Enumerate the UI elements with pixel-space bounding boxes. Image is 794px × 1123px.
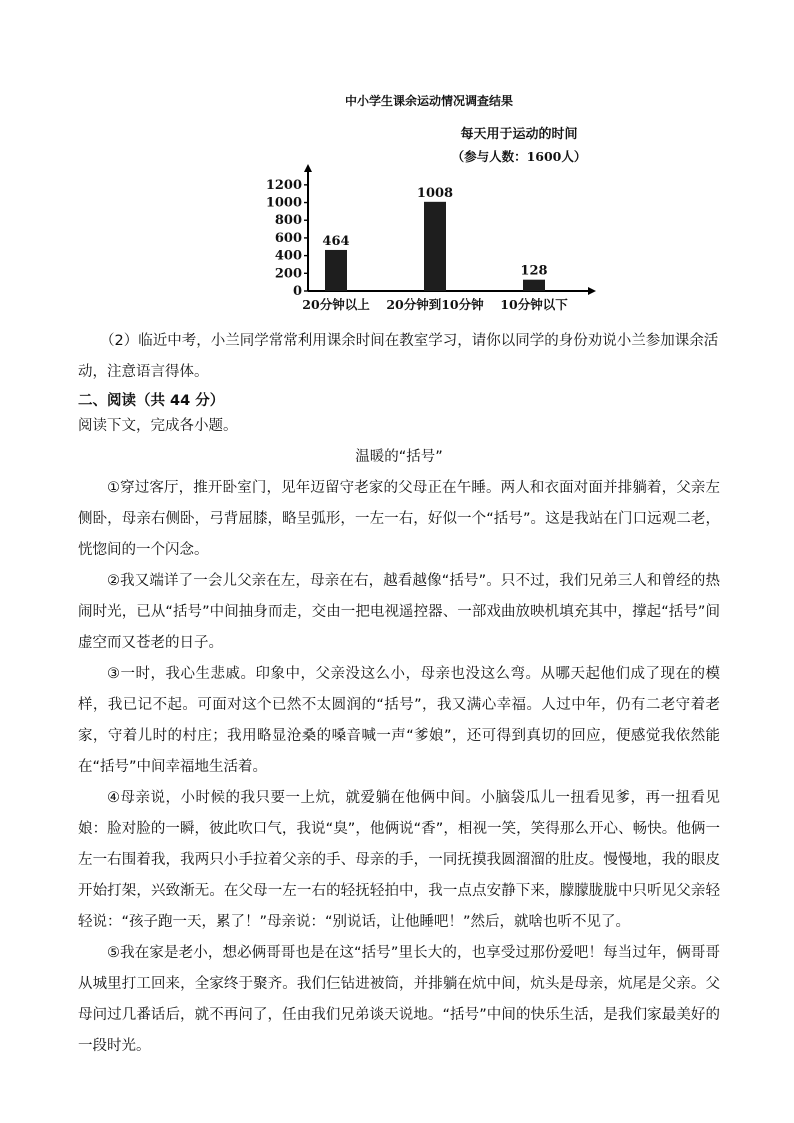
bar-chart-canvas [262, 84, 600, 316]
question-2-line2: 动，注意语言得体。 [78, 364, 209, 380]
y-axis-arrow [304, 164, 312, 172]
bar-value-label: 128 [520, 263, 548, 279]
article-paragraph-2: ②我又端详了一会儿父亲在左，母亲在右，越看越像“括号”。只不过，我们兄弟三人和曾经的热闹时光，已从“括号”中间抽身而走，交由一把电视遥控器、一部戏曲放映机填充其中，撑起“括号”间虚空而又苍老的日子。 [78, 573, 720, 651]
article-paragraph-4: ④母亲说，小时候的我只要一上炕，就爱躺在他俩中间。小脑袋瓜儿一扭看见爹，再一扭看见娘：脸对脸的一瞬，彼此吹口气，我说“臭”，他俩说“香”，相视一笑，笑得那么开心、畅快。他俩一左一右围着我，我两只小手拉着父亲的手、母亲的手，一同抚摸我圆溜溜的肚皮。慢慢地，我的眼皮开始打架，兴致渐无。在父母一左一右的轻抚轻拍中，我一点点安静下来，朦朦胧胧中只听见父亲轻轻说：“孩子跑一天，累了！”母亲说：“别说话，让他睡吧！”然后，就啥也听不见了。 [78, 790, 720, 930]
chart-title: 中小学生课余运动情况调查结果 [344, 94, 514, 108]
bar-3 [523, 280, 545, 291]
y-tick-label: 1000 [265, 195, 302, 211]
bar-1 [325, 250, 347, 291]
y-tick-label: 0 [292, 284, 302, 299]
bar-2 [424, 202, 446, 291]
section-instruction: 阅读下文，完成各小题。 [78, 418, 238, 434]
y-tick-label: 800 [274, 213, 302, 229]
chart-subtitle: 每天用于运动的时间 [460, 127, 578, 142]
y-tick-label: 1200 [265, 177, 302, 193]
y-tick-label: 200 [274, 266, 302, 282]
survey-bar-chart [262, 84, 600, 316]
y-tick-label: 600 [274, 230, 302, 246]
x-category-label: 10分钟以下 [500, 297, 568, 312]
bar-value-label: 464 [322, 233, 350, 249]
article-paragraph-1: ①穿过客厅，推开卧室门，见年迈留守老家的父母正在午睡。两人和衣面对面并排躺着，父亲左侧卧，母亲右侧卧，弓背屈膝，略呈弧形，一左一右，好似一个“括号”。这是我站在门口远观二老，恍惚间的一个闪念。 [78, 480, 720, 558]
section-heading: 二、阅读（共 44 分） [78, 393, 225, 409]
article-paragraph-3: ③一时，我心生悲戚。印象中，父亲没这么小，母亲也没这么弯。从哪天起他们成了现在的模样，我已记不起。可面对这个已然不太圆润的“括号”，我又满心幸福。人过中年，仍有二老守着老家，守着儿时的村庄；我用略显沧桑的嗓音喊一声“爹娘”，还可得到真切的回应，便感觉我依然能在“括号”中间幸福地生活着。 [78, 666, 720, 775]
reading-section [78, 388, 720, 1062]
x-category-label: 20分钟到10分钟 [386, 297, 484, 312]
x-axis-arrow [588, 287, 596, 295]
article-paragraph-5: ⑤我在家是老小，想必俩哥哥也是在这“括号”里长大的，也享受过那份爱吧！每当过年，俩哥哥从城里打工回来，全家终于聚齐。我们仨钻进被筒，并排躺在炕中间，炕头是母亲，炕尾是父亲。父母问过几番话后，就不再问了，任由我们兄弟谈天说地。“括号”中间的快乐生活，是我们家最美好的一段时光。 [78, 945, 720, 1054]
question-2 [78, 326, 720, 388]
y-tick-label: 400 [274, 248, 302, 264]
question-2-line1: （2）临近中考，小兰同学常常利用课余时间在教室学习，请你以同学的身份劝说小兰参加课余活 [100, 333, 719, 349]
x-category-label: 20分钟以上 [302, 297, 370, 312]
bar-value-label: 1008 [416, 185, 454, 201]
chart-note: （参与人数：1600人） [451, 149, 587, 164]
article-title: 温暖的“括号” [355, 449, 443, 465]
